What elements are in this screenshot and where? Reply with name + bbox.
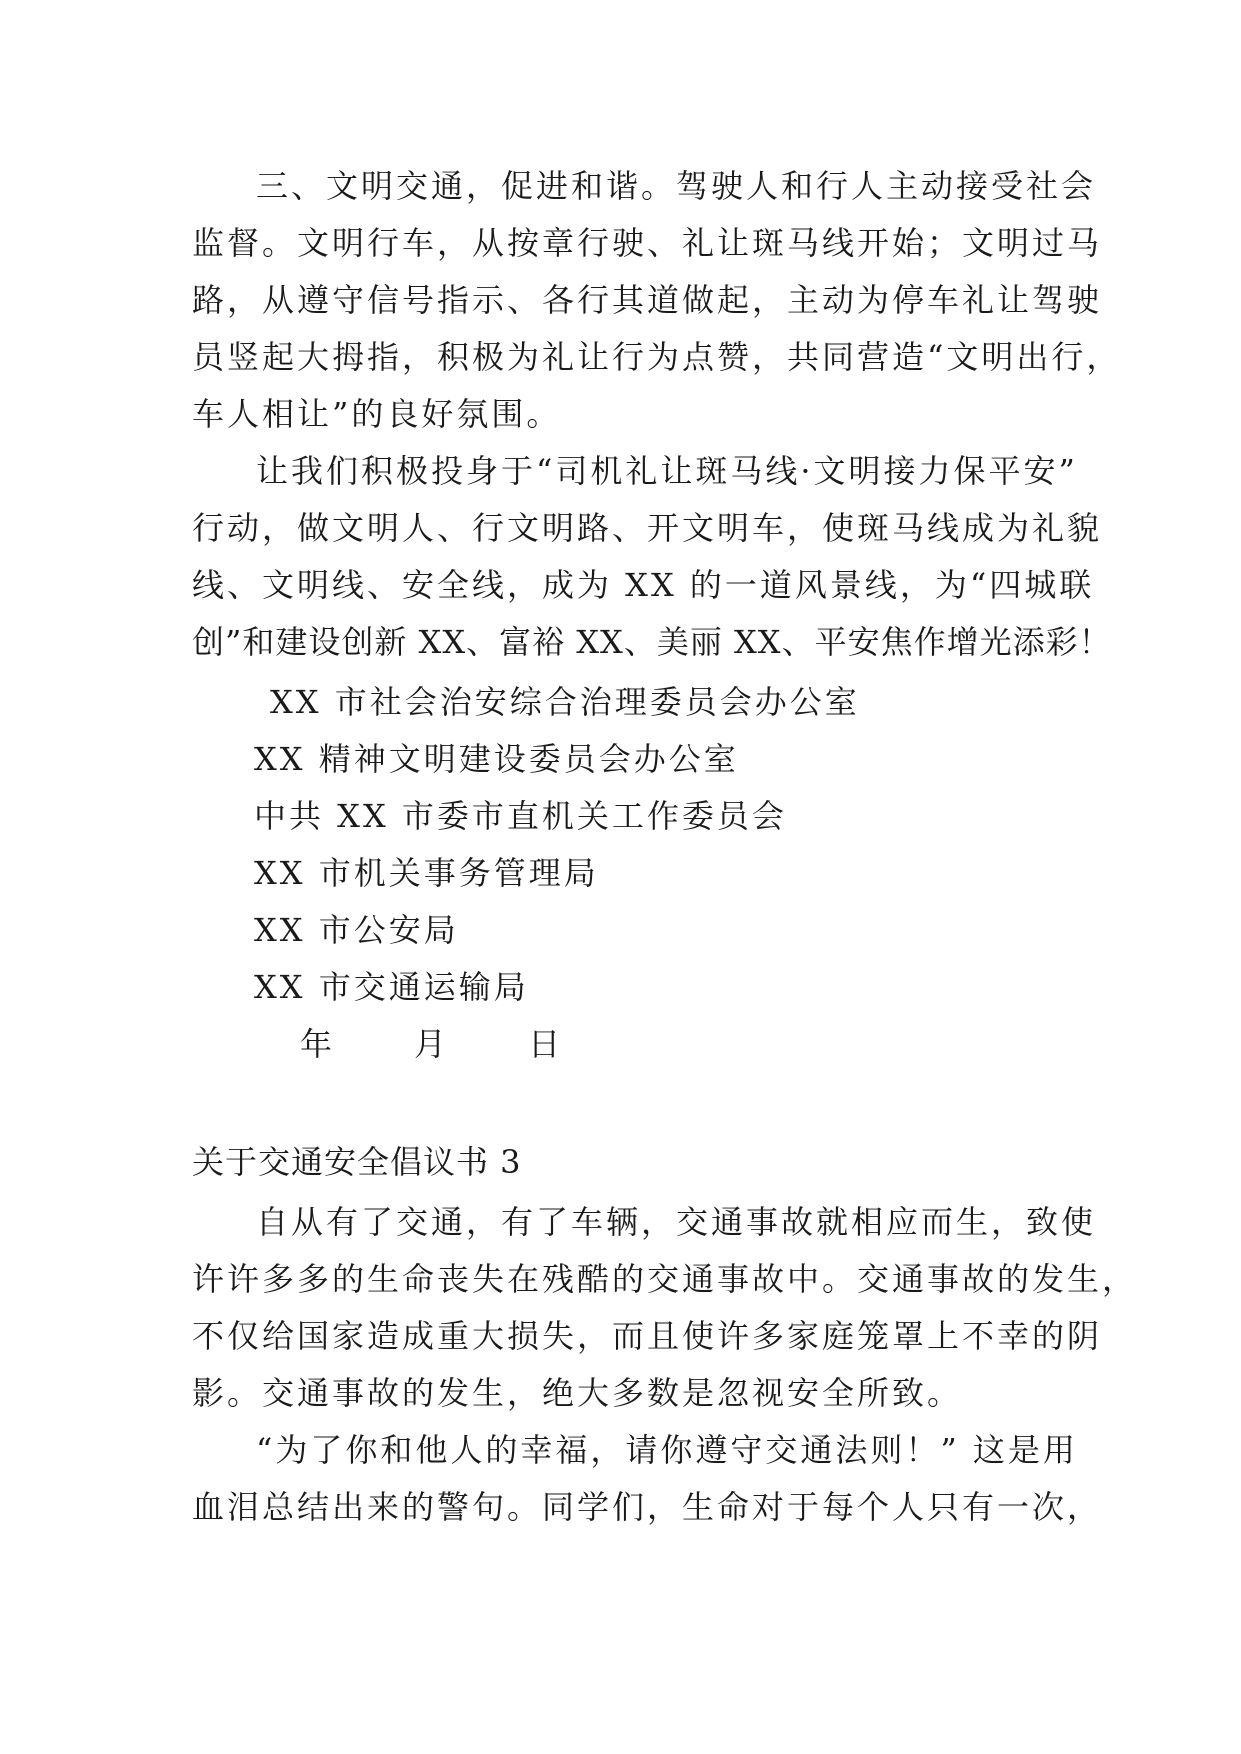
paragraph-line: “为了你和他人的幸福，请你遵守交通法则！” 这是用 bbox=[256, 1431, 1078, 1469]
section-title: 关于交通安全倡议书 3 bbox=[192, 1143, 522, 1181]
paragraph-line: 自从有了交通，有了车辆，交通事故就相应而生，致使 bbox=[256, 1203, 1097, 1241]
date-line: 年 月 日 bbox=[300, 1025, 564, 1063]
signatory: XX 市机关事务管理局 bbox=[254, 854, 599, 892]
paragraph-line: 不仅给国家造成重大损失，而且使许多家庭笼罩上不幸的阴 bbox=[192, 1317, 1103, 1355]
signatory: XX 市公安局 bbox=[254, 911, 459, 949]
paragraph-line: 三、文明交通，促进和谐。驾驶人和行人主动接受社会 bbox=[256, 167, 1097, 205]
paragraph-line: 血泪总结出来的警句。同学们，生命对于每个人只有一次， bbox=[192, 1488, 1103, 1526]
paragraph-line: 影。交通事故的发生，绝大多数是忽视安全所致。 bbox=[192, 1374, 963, 1412]
signatory: XX 精神文明建设委员会办公室 bbox=[254, 740, 739, 778]
paragraph-line: 路，从遵守信号指示、各行其道做起，主动为停车礼让驾驶 bbox=[192, 281, 1103, 319]
paragraph-line: 创”和建设创新 XX、富裕 XX、美丽 XX、平安焦作增光添彩！ bbox=[192, 623, 1112, 661]
signatory: 中共 XX 市委市直机关工作委员会 bbox=[254, 797, 787, 835]
paragraph-line: 让我们积极投身于“司机礼让斑马线·文明接力保平安” bbox=[256, 452, 1078, 490]
paragraph-line: 车人相让”的良好氛围。 bbox=[192, 395, 562, 433]
paragraph-line: 线、文明线、安全线，成为 XX 的一道风景线，为“四城联 bbox=[192, 566, 1095, 604]
paragraph-line: 监督。文明行车，从按章行驶、礼让斑马线开始；文明过马 bbox=[192, 224, 1103, 262]
paragraph-line: 许许多多的生命丧失在残酷的交通事故中。交通事故的发生， bbox=[192, 1260, 1138, 1298]
paragraph-line: 行动，做文明人、行文明路、开文明车，使斑马线成为礼貌 bbox=[192, 509, 1103, 547]
signatory: XX 市交通运输局 bbox=[254, 968, 529, 1006]
paragraph-line: 员竖起大拇指，积极为礼让行为点赞，共同营造“文明出行， bbox=[192, 338, 1122, 376]
signatory: XX 市社会治安综合治理委员会办公室 bbox=[270, 683, 860, 721]
